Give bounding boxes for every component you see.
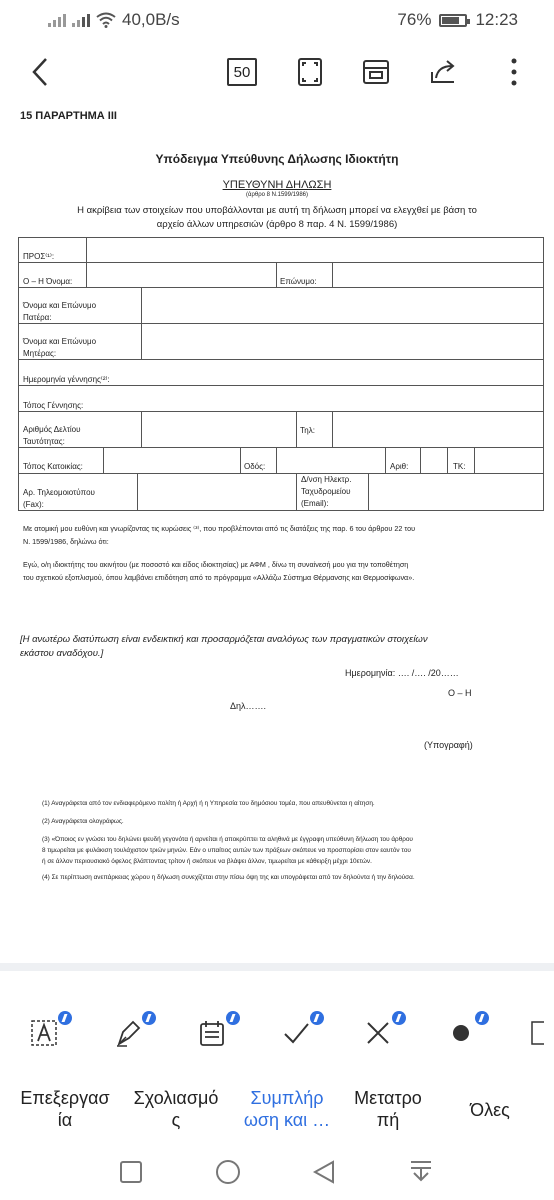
footnote-3c: ή σε άλλον περιουσιακό όφελος βλάπτοντας τρίτον ή σκόπευε να βλάψει άλλον, τιμωρείται με κάθειρξη μέχρι 10ετών.: [42, 858, 372, 865]
note-line-2: εκάστου αναδόχου.]: [20, 648, 104, 659]
field-father-1: Όνομα και Επώνυμο: [23, 301, 97, 310]
tab-convert-line-2: πή: [376, 1110, 400, 1130]
fit-screen-button[interactable]: [290, 52, 330, 92]
back-button[interactable]: [20, 52, 60, 92]
recent-apps-icon[interactable]: [119, 1160, 143, 1184]
field-fax-1: Αρ. Τηλεομοιοτύπου: [23, 488, 95, 497]
tab-all-line-1: Όλες: [470, 1100, 510, 1120]
note-line-1: [Η ανωτέρω διατύπωση είναι ενδεικτική και προσαρμόζεται αναλόγως των πραγματικών στοιχείων: [20, 634, 428, 645]
checkmark-tool[interactable]: [276, 1013, 316, 1053]
oh-label: Ο – Η: [448, 688, 472, 698]
field-birth-place: Τόπος Γέννησης:: [23, 401, 84, 410]
form-title: ΥΠΕΥΘΥΝΗ ΔΗΛΩΣΗ: [222, 179, 332, 191]
premium-badge-icon: [58, 1011, 72, 1025]
footnote-2: (2) Αναγράφεται ολογράφως.: [42, 818, 124, 825]
footnote-1: (1) Αναγράφεται από τον ενδιαφερόμενο πολίτη ή Αρχή ή η Υπηρεσία του δημόσιου τομέα, που απευθύνεται η αίτηση.: [42, 800, 375, 807]
status-left: [48, 10, 180, 30]
field-mother-1: Όνομα και Επώνυμο: [23, 337, 97, 346]
edit-text-tool[interactable]: [24, 1013, 64, 1053]
footnote-3a: (3) «Όποιος εν γνώσει του δηλώνει ψευδή γεγονότα ή αρνείται ή αποκρύπτει τα αληθινά με έγγραφη υπεύθυνη δήλωση του άρθρου: [42, 836, 413, 843]
declaration-line-1: Με ατομική μου ευθύνη και γνωρίζοντας τις κυρώσεις ⁽³⁾, που προβλέπονται από τις διατάξεις της παρ. 6 του άρθρου 22 του: [23, 524, 416, 533]
checkmark-icon: [281, 1018, 311, 1048]
footnote-4: (4) Σε περίπτωση ανεπάρκειας χώρου η δήλωση συνεχίζεται στην πίσω όψη της και υπογράφεται από τον δηλούντα ή την δηλούσα.: [42, 874, 415, 881]
dot-icon: [451, 1023, 471, 1043]
field-email-2: Ταχυδρομείου: [301, 487, 351, 496]
wifi-icon: [96, 12, 116, 28]
tab-comment[interactable]: [116, 1087, 236, 1131]
signal-icon: [48, 13, 66, 27]
owner-line-1: Εγώ, ο/η ιδιοκτήτης του ακινήτου (με ποσοστό και είδος ιδιοκτησίας) με ΑΦΜ , δίνω τη συναίνεσή μου για την τοποθέτηση: [23, 560, 409, 569]
cross-tool[interactable]: [358, 1013, 398, 1053]
tab-edit-line-2: ία: [57, 1110, 73, 1130]
field-id-1: Αριθμός Δελτίου: [23, 425, 81, 434]
field-birth-date: Ημερομηνία γέννησης⁽²⁾:: [23, 375, 110, 384]
more-tools-partial[interactable]: [524, 1013, 554, 1053]
premium-badge-icon: [392, 1011, 406, 1025]
tab-edit-line-1: Επεξεργασ: [20, 1088, 110, 1108]
dil-label: Δηλ…….: [230, 701, 267, 711]
share-button[interactable]: [424, 52, 464, 92]
section-heading: 15 ΠΑΡΑΡΤΗΜΑ ΙΙΙ: [20, 110, 117, 122]
document-page: [0, 108, 554, 963]
top-toolbar: [0, 40, 554, 108]
status-right: [397, 10, 518, 30]
field-mother-2: Μητέρας:: [23, 349, 57, 358]
page-count: 50: [227, 58, 257, 86]
signal-icon-2: [72, 13, 90, 27]
document-title: Υπόδειγμα Υπεύθυνης Δήλωσης Ιδιοκτήτη: [155, 152, 399, 166]
declaration-line-2: Ν. 1599/1986, δηλώνω ότι:: [23, 537, 109, 546]
tab-comment-line-2: ς: [171, 1110, 181, 1130]
status-bar: [0, 0, 554, 40]
system-nav-bar: [0, 1151, 554, 1200]
signature-label: (Υπογραφή): [424, 740, 473, 750]
view-mode-button[interactable]: [356, 52, 396, 92]
panel-divider: [0, 963, 554, 971]
field-residence: Τόπος Κατοικίας:: [23, 462, 83, 471]
field-father-2: Πατέρα:: [23, 313, 52, 322]
field-name: Ο – Η Όνομα:: [23, 277, 73, 286]
tab-fill-sign-line-2: ωση και …: [243, 1110, 331, 1130]
clock: 12:23: [475, 10, 518, 29]
box-icon: [524, 1019, 544, 1047]
pen-nib-icon: [113, 1018, 143, 1048]
tab-all[interactable]: [430, 1099, 550, 1121]
field-postcode: ΤΚ:: [453, 462, 466, 471]
tab-convert-line-1: Μετατρο: [354, 1088, 422, 1108]
back-arrow-icon: [30, 57, 50, 87]
field-pros: ΠΡΟΣ⁽¹⁾:: [23, 252, 55, 261]
premium-badge-icon: [475, 1011, 489, 1025]
tab-bar: [0, 1071, 554, 1151]
battery-percent: 76%: [397, 10, 432, 29]
network-speed: 40,0B/s: [122, 10, 180, 29]
premium-badge-icon: [310, 1011, 324, 1025]
tab-edit[interactable]: [5, 1087, 125, 1131]
annotate-tool[interactable]: [108, 1013, 148, 1053]
field-surname: Επώνυμο:: [280, 277, 317, 286]
calendar-form-icon: [197, 1018, 227, 1048]
cross-icon: [364, 1019, 392, 1047]
page-count-button[interactable]: [222, 52, 262, 92]
tab-comment-line-1: Σχολιασμό: [133, 1088, 219, 1108]
field-email-3: (Email):: [301, 499, 329, 508]
date-line: Ημερομηνία: …. /…. /20……: [345, 668, 459, 678]
battery-icon: [439, 14, 467, 27]
field-phone: Τηλ:: [300, 426, 315, 435]
more-vertical-icon: [510, 57, 518, 87]
home-icon[interactable]: [214, 1158, 242, 1186]
field-street: Οδός:: [244, 462, 266, 471]
tab-fill-sign-line-1: Συμπλήρ: [250, 1088, 324, 1108]
share-icon: [428, 58, 460, 86]
field-id-2: Ταυτότητας:: [23, 437, 65, 446]
fit-screen-icon: [297, 57, 323, 87]
field-email-1: Δ/νση Ηλεκτρ.: [301, 475, 352, 484]
footnote-3b: 8 τιμωρείται με φυλάκιση τουλάχιστον τριών μηνών. Εάν ο υπαίτιος αυτών των πράξεων σκόπευε να προσπορίσει στον εαυτόν του: [42, 847, 411, 854]
battery-fill: [442, 17, 459, 24]
tool-row: [0, 971, 554, 1071]
hide-nav-icon[interactable]: [408, 1159, 434, 1185]
form-subtitle: (άρθρο 8 Ν.1599/1986): [246, 192, 308, 198]
accuracy-line-2: αρχείο άλλων υπηρεσιών (άρθρο 8 παρ. 4 Ν. 1599/1986): [156, 219, 398, 230]
accuracy-line-1: Η ακρίβεια των στοιχείων που υποβάλλονται με αυτή τη δήλωση μπορεί να ελεγχθεί με βάση το: [77, 205, 477, 216]
premium-badge-icon: [142, 1011, 156, 1025]
owner-line-2: του σχετικού εξοπλισμού, όπου λαμβάνει επιδότηση από το πρόγραμμα «Αλλάζω Σύστημα Θέρμανσης και Θερμοσίφωνα».: [23, 573, 415, 582]
dot-tool[interactable]: [441, 1013, 481, 1053]
text-box-icon: [29, 1018, 59, 1048]
more-menu-button[interactable]: [494, 52, 534, 92]
view-mode-icon: [362, 58, 390, 86]
field-fax-2: (Fax):: [23, 500, 44, 509]
field-number: Αριθ:: [390, 462, 409, 471]
fill-sign-tool[interactable]: [192, 1013, 232, 1053]
premium-badge-icon: [226, 1011, 240, 1025]
back-nav-icon[interactable]: [311, 1159, 337, 1185]
